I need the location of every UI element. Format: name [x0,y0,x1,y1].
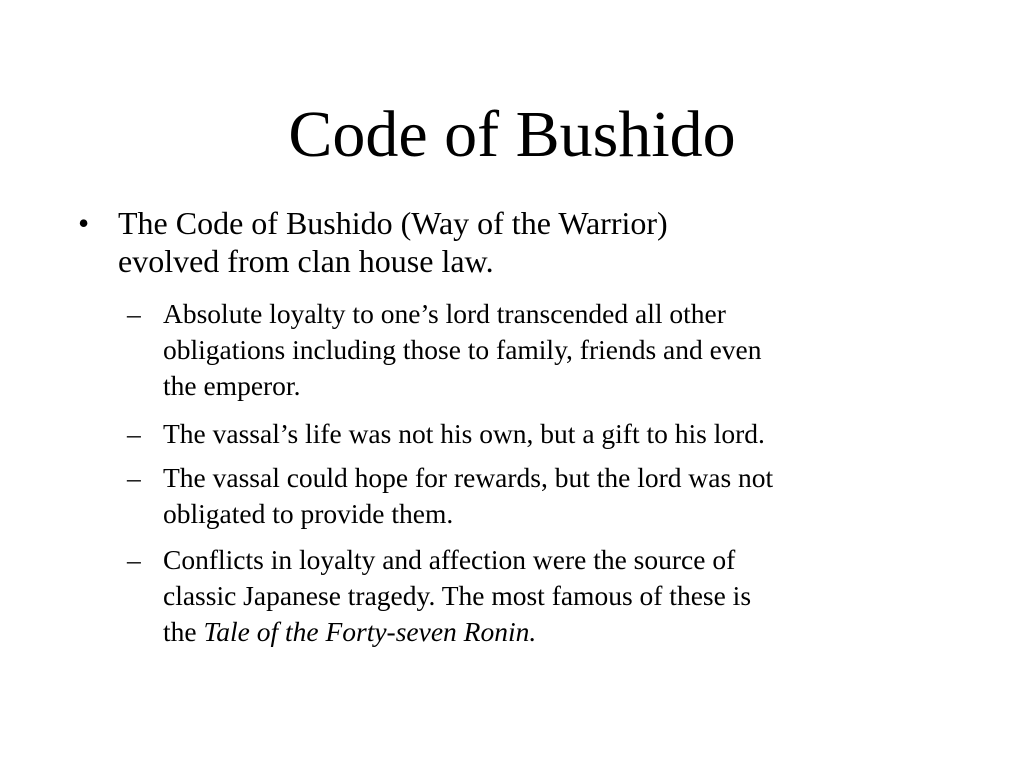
sub-bullet-marker: – [127,298,141,329]
sub-bullet-text [163,296,933,404]
ronin-title: Tale of the Forty-seven Ronin. [203,616,537,647]
main-bullet-line: The Code of Bushido (Way of the Warrior) [118,205,668,241]
bullet-marker: • [78,205,90,241]
main-bullet-line: evolved from clan house law. [118,243,494,279]
sub-bullet-line: The vassal could hope for rewards, but the lord was not [163,462,774,493]
sub-bullet-marker: – [127,544,141,575]
sub-bullet-text [163,460,933,532]
sub-bullet-line: obligated to provide them. [163,498,454,529]
sub-bullet-line: Conflicts in loyalty and affection were the source of [163,544,736,575]
sub-bullet-line-prefix: the [163,616,204,647]
sub-bullet-text [163,542,933,650]
sub-bullet-line: classic Japanese tragedy. The most famous of these is [163,580,752,611]
sub-bullet-marker: – [127,462,141,493]
sub-bullet-line: the emperor. [163,370,301,401]
sub-bullet-text [163,416,933,452]
sub-bullet-line: Absolute loyalty to one’s lord transcended all other [163,298,726,329]
sub-bullet-marker: – [127,418,141,449]
sub-bullet-line [163,614,933,650]
sub-bullet-line: The vassal’s life was not his own, but a gift to his lord. [163,418,765,449]
sub-bullet-line: obligations including those to family, friends and even [163,334,762,365]
main-bullet-text [118,204,838,280]
slide-title: Code of Bushido [288,98,736,171]
